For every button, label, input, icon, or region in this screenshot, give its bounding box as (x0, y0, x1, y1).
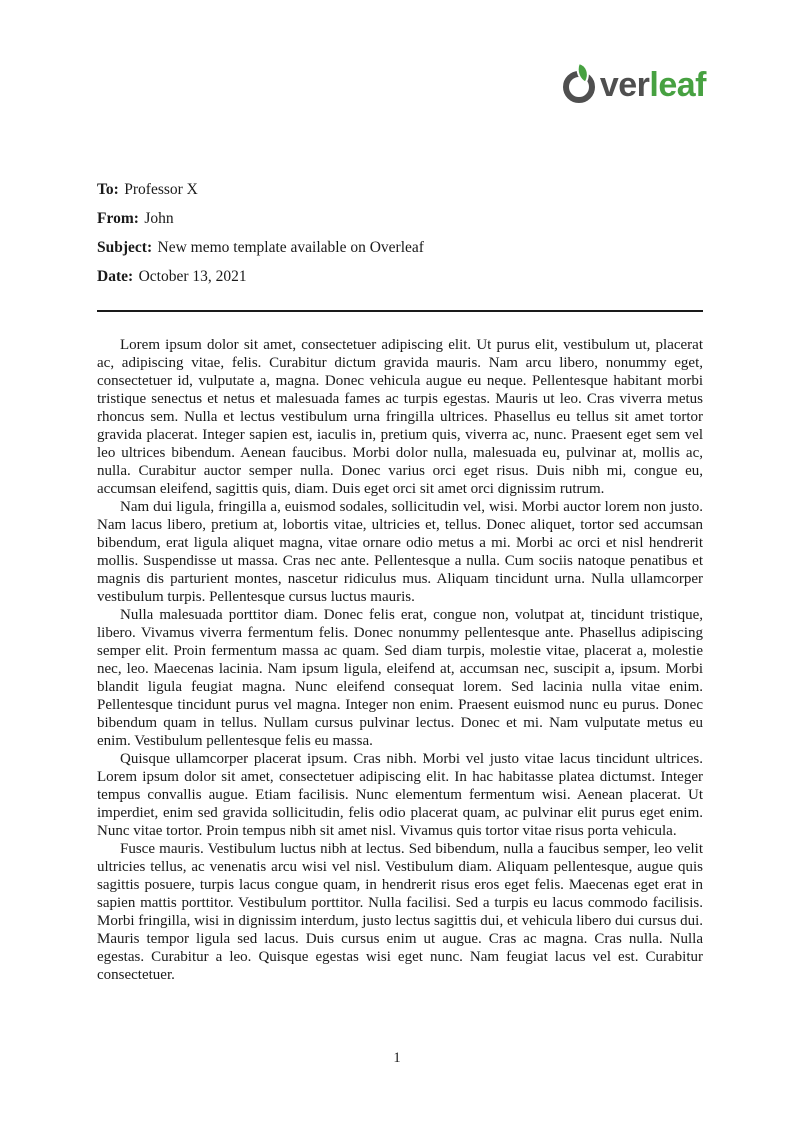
logo-text-gray: ver (599, 66, 650, 104)
to-value: Professor X (124, 181, 198, 198)
memo-header (97, 180, 703, 296)
from-value: John (144, 210, 174, 227)
overleaf-o-leaf-icon (559, 62, 599, 104)
paragraph-3: Nulla malesuada porttitor diam. Donec felis erat, congue non, volutpat at, tincidunt tristique, libero. Vivamus viverra fermentum felis. Donec nonummy pellentesque ante. Phasellus adipiscing semper elit. Proin fermentum massa ac quam. Sed diam turpis, molestie vitae, placerat a, molestie nec, leo. Maecenas lacinia. Nam ipsum ligula, eleifend at, accumsan nec, suscipit a, ipsum. Morbi blandit ligula feugiat magna. Nunc eleifend consequat lorem. Sed lacinia nulla vitae enim. Pellentesque tincidunt purus vel magna. Integer non enim. Praesent euismod nunc eu purus. Donec bibendum quam in tellus. Nullam cursus pulvinar lectus. Donec et mi. Nam vulputate metus eu enim. Vestibulum pellentesque felis eu massa. (97, 607, 703, 749)
memo-body (97, 336, 703, 984)
date-label: Date: (97, 268, 134, 285)
paragraph-5: Fusce mauris. Vestibulum luctus nibh at lectus. Sed bibendum, nulla a faucibus semper, leo velit ultricies tellus, ac venenatis arcu wisi vel nisl. Vestibulum diam. Aliquam pellentesque, augue quis sagittis posuere, turpis lacus congue quam, in hendrerit risus eros eget felis. Maecenas eget erat in sapien mattis porttitor. Vestibulum porttitor. Nulla facilisi. Sed a turpis eu lacus commodo facilisis. Morbi fringilla, wisi in dignissim interdum, justo lectus sagittis dui, et vehicula libero dui cursus dui. Mauris tempor ligula sed lacus. Duis cursus enim ut augue. Cras ac magna. Cras nulla. Nulla egestas. Curabitur a leo. Quisque egestas wisi eget nunc. Nam feugiat lacus vel est. Curabitur consectetuer. (97, 841, 703, 983)
from-label: From: (97, 210, 139, 227)
paragraph-1: Lorem ipsum dolor sit amet, consectetuer adipiscing elit. Ut purus elit, vestibulum ut, placerat ac, adipiscing vitae, felis. Curabitur dictum gravida mauris. Nam arcu libero, nonummy eget, consectetuer id, vulputate a, magna. Donec vehicula augue eu neque. Pellentesque habitant morbi tristique senectus et netus et malesuada fames ac turpis egestas. Mauris ut leo. Cras viverra metus rhoncus sem. Nulla et lectus vestibulum urna fringilla ultrices. Phasellus eu tellus sit amet tortor gravida placerat. Integer sapien est, iaculis in, pretium quis, viverra ac, nunc. Praesent eget sem vel leo ultrices bibendum. Aenean faucibus. Morbi dolor nulla, malesuada eu, pulvinar at, mollis ac, nulla. Curabitur auctor semper nulla. Donec varius orci eget risus. Duis nibh mi, congue eu, accumsan eleifend, sagittis quis, diam. Duis eget orci sit amet orci dignissim rutrum. (97, 337, 703, 497)
date-value: October 13, 2021 (138, 268, 247, 285)
overleaf-logo (559, 62, 706, 104)
page-number: 1 (393, 1050, 401, 1066)
memo-field-from (97, 209, 703, 228)
page-footer (0, 1050, 794, 1067)
paragraph-4: Quisque ullamcorper placerat ipsum. Cras nibh. Morbi vel justo vitae lacus tincidunt ultrices. Lorem ipsum dolor sit amet, consectetuer adipiscing elit. In hac habitasse platea dictumst. Integer tempus convallis augue. Etiam facilisis. Nunc elementum fermentum wisi. Aenean placerat. Ut imperdiet, enim sed gravida sollicitudin, felis odio placerat quam, ac pulvinar elit purus eget enim. Nunc vitae tortor. Proin tempus nibh sit amet nisl. Vivamus quis tortor vitae risus porta vehicula. (97, 751, 703, 839)
subject-label: Subject: (97, 239, 153, 256)
paragraph-2: Nam dui ligula, fringilla a, euismod sodales, sollicitudin vel, wisi. Morbi auctor lorem non justo. Nam lacus libero, pretium at, lobortis vitae, ultricies et, tellus. Donec aliquet, tortor sed accumsan bibendum, erat ligula aliquet magna, vitae ornare odio metus a mi. Morbi ac orci et nisl hendrerit mollis. Suspendisse ut massa. Cras nec ante. Pellentesque a nulla. Cum sociis natoque penatibus et magnis dis parturient montes, nascetur ridiculus mus. Aliquam tincidunt urna. Nulla ullamcorper vestibulum turpis. Pellentesque cursus luctus mauris. (97, 499, 703, 605)
overleaf-logo-text (600, 64, 706, 102)
subject-value: New memo template available on Overleaf (157, 239, 424, 256)
logo-text-green: leaf (649, 66, 706, 104)
to-label: To: (97, 181, 119, 198)
memo-field-subject (97, 238, 703, 257)
header-rule (97, 310, 703, 312)
memo-field-date (97, 267, 703, 286)
memo-field-to (97, 180, 703, 199)
